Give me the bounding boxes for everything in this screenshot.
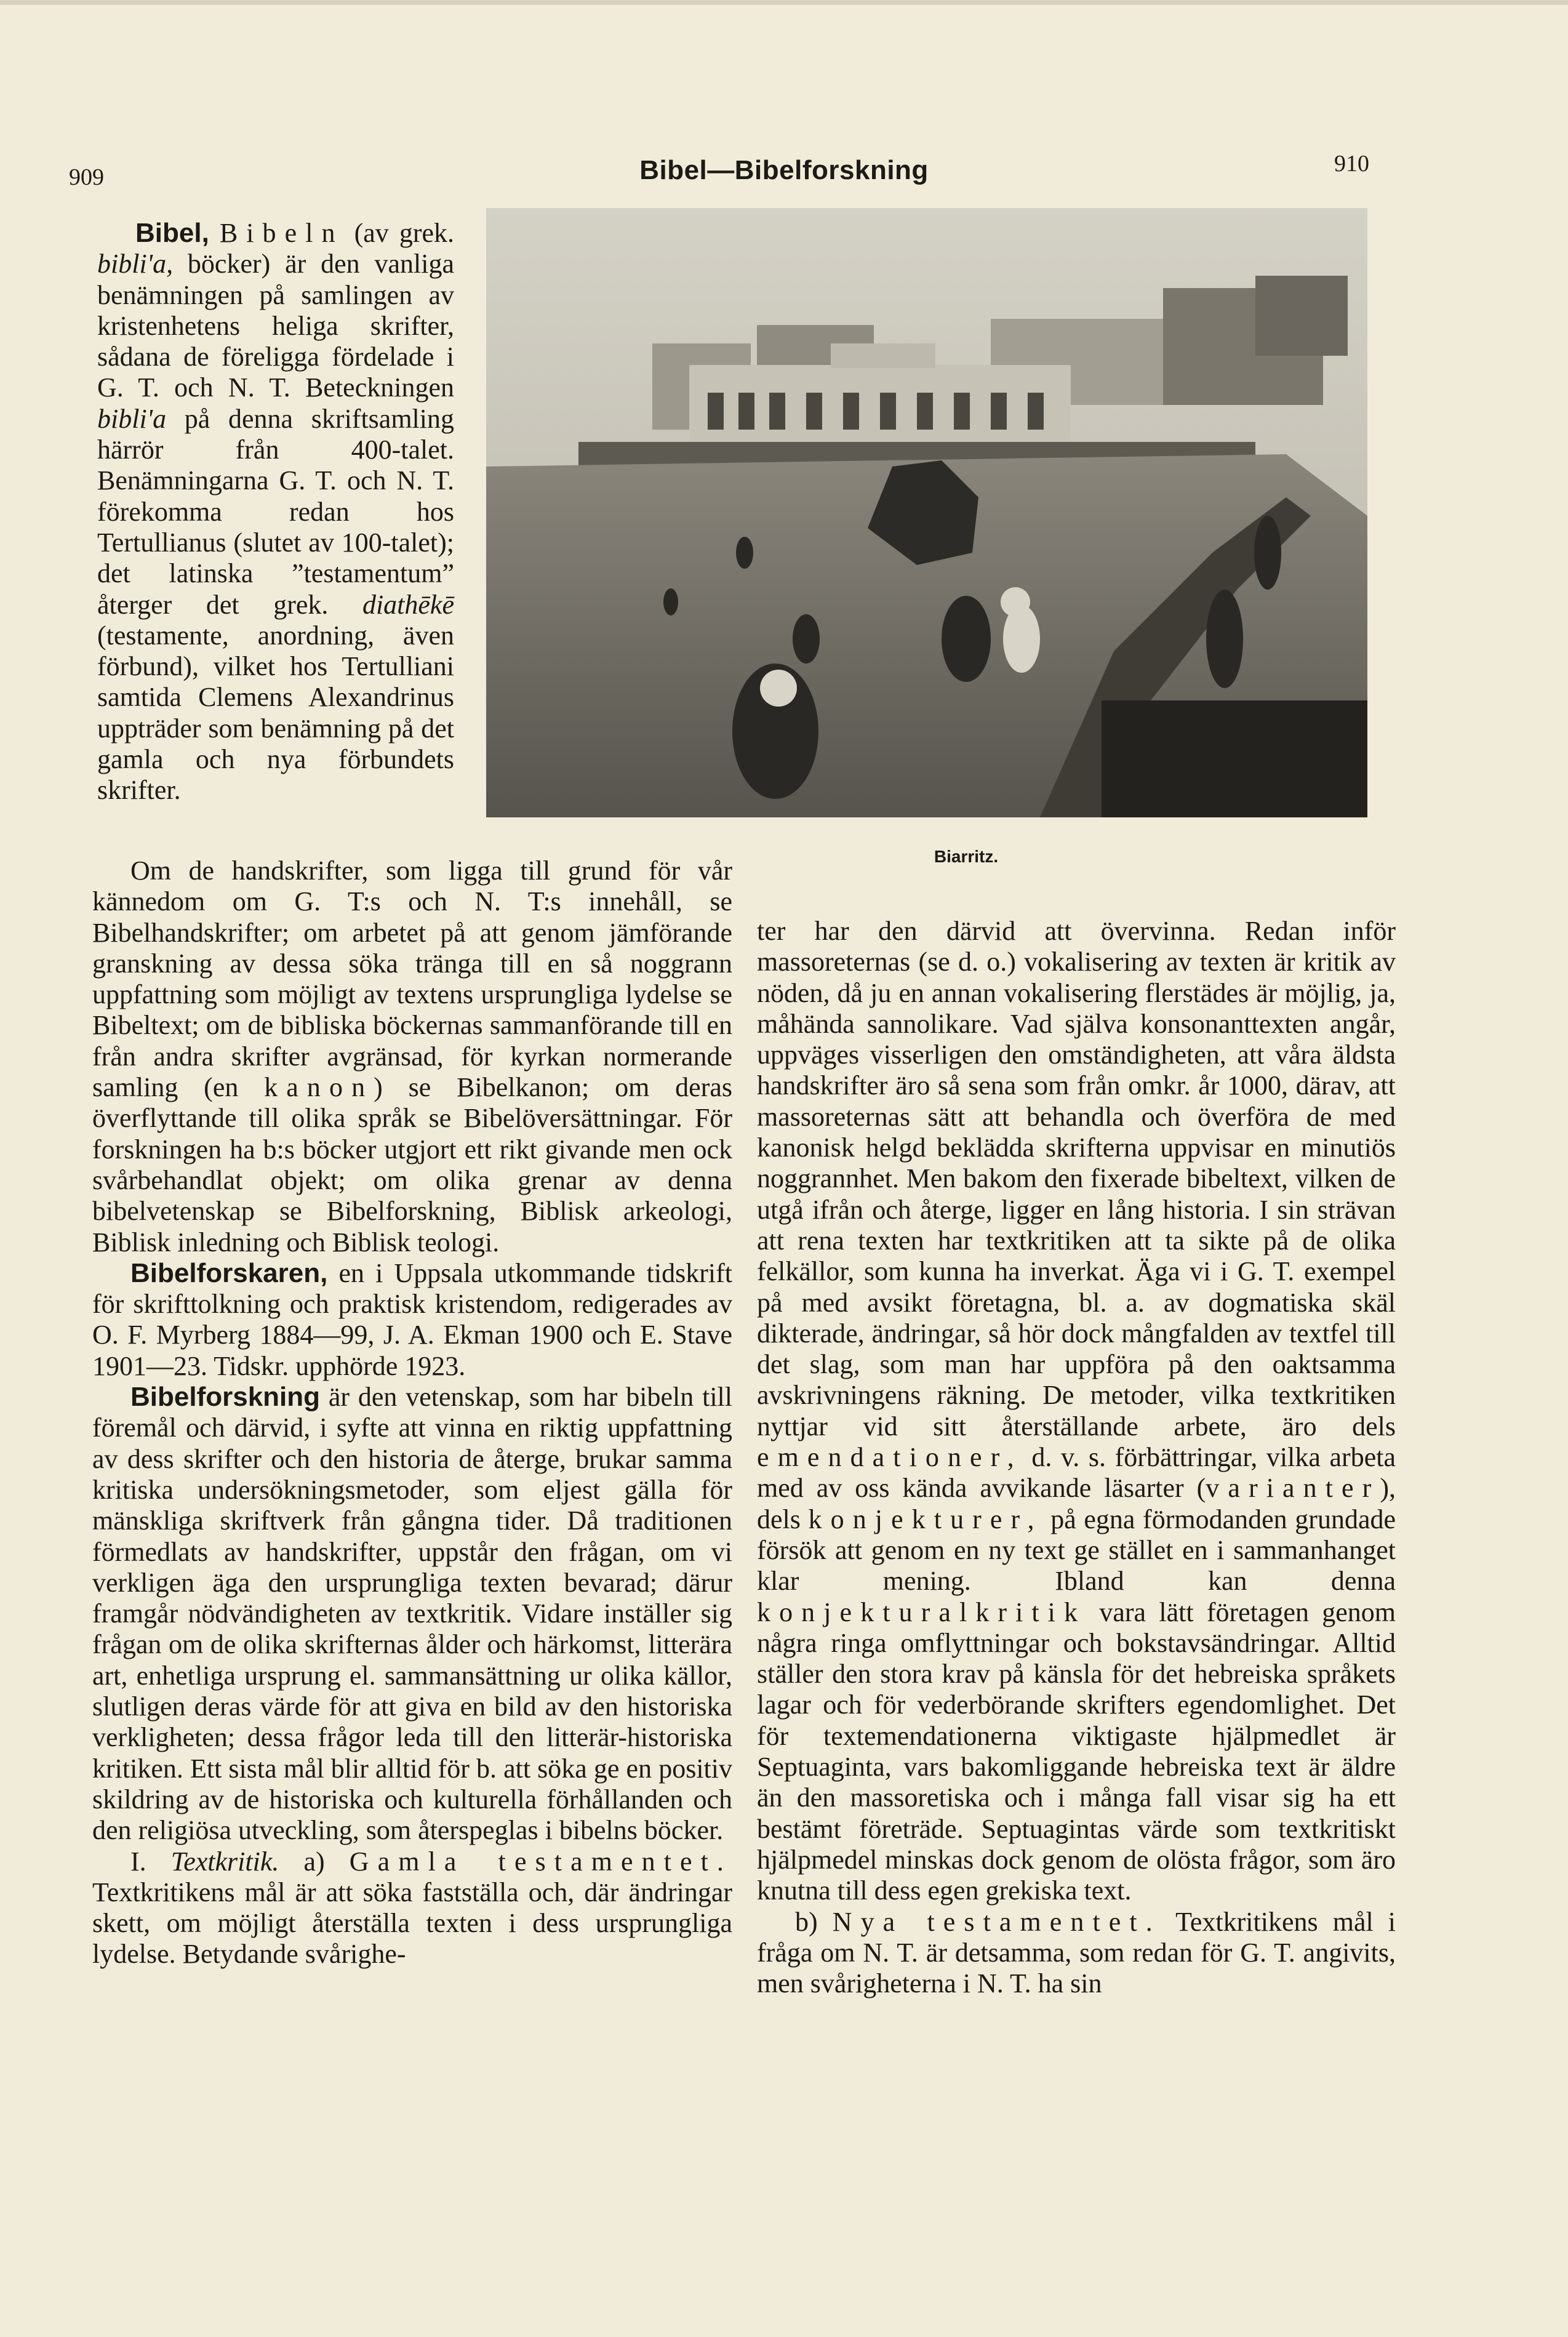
figure-caption: Biarritz. [934,847,999,866]
running-header-title: Bibel—Bibelforskning [639,155,929,185]
section-textkritik: I. Textkritik. a) Gamla testamentet. Textkritikens mål är att söka fastställa och, där ändringar skett, om möjligt återställa texten i dess ursprungliga lydelse. Betydande svårighe- [92,1846,733,1970]
left-column [92,856,732,1970]
right-column [757,916,1396,1999]
entry-bibelforskning: Bibelforskning är den vetenskap, som har bibeln till föremål och därvid, i syfte att vinna en riktig uppfattning av dess skrifter och den historia de återge, brukar samma kritiska undersökningsmetoder, som eljest gälla för mänskliga skriftverk från gångna tider. Då traditionen förmedlats av handskrifter, uppstår den frågan, om vi verkligen äga den ursprungliga texten bevarad; därur framgår nödvändigheten av textkritik. Vidare inställer sig frågan om de olika skrifternas ålder och härkomst, litterära art, enhetliga ursprung el. sammansättning ur olika källor, slutligen deras värde för att giva en bild av den historiska verkligheten; dessa frågor leda till den litterär-historiska kritiken. Ett sista mål blir alltid för b. att söka ge en positiv skildring av de historiska och kulturella förhållanden och den religiösa utveckling, som återspeglas i bibelns böcker. [92,1382,732,1846]
paragraph-om-handskrifter: Om de handskrifter, som ligga till grund för vår kännedom om G. T:s och N. T:s innehåll, se Bibelhandskrifter; om arbetet på att genom jämförande granskning av dessa söka tränga till en så noggrann uppfattning som möjligt av textens ursprungliga lydelse se Bibeltext; om de bibliska böckernas sammanförande till en från andra skrifter avgränsad, för kyrkan normerande samling (en kanon) se Bibelkanon; om deras överflyttande till olika språk se Bibelöversättningar. För forskningen ha b:s böcker utgjort ett rikt givande men ock svårbehandlat objekt; om olika grenar av denna bibelvetenskap se Bibelforskning, Biblisk arkeologi, Biblisk inledning och Biblisk teologi. [92,856,732,1257]
entry-heading-bibelforskaren: Bibelforskaren, [130,1257,328,1288]
page-top-edge [0,0,1568,5]
left-narrow-column [97,218,454,806]
entry-heading-bibelforskning: Bibelforskning [130,1382,321,1413]
page-number-right: 910 [1334,151,1369,177]
entry-heading-bibel: Bibel, [135,218,209,248]
entry-bibelforskaren: Bibelforskaren, en i Uppsala utkommande tidskrift för skrifttolkning och praktisk kristendom, redigerades av O. F. Myrberg 1884—99, J. A. Ekman 1900 och E. Stave 1901—23. Tidskr. upphörde 1923. [92,1257,732,1381]
entry-bibel: Bibel, Bibeln (av grek. bibli'a, böcker) är den vanliga benämningen på samlingen av kristenhetens heliga skrifter, sådana de föreligga fördelade i G. T. och N. T. Beteckningen bibli'a på denna skriftsamling härrör från 400-talet. Benämningarna G. T. och N. T. förekomma redan hos Tertullianus (slutet av 100-talet); det latinska ”testamentum” återger det grek. diathēkē (testamente, anordning, även förbund), vilket hos Tertulliani samtida Clemens Alexandrinus uppträder som benämning på det gamla och nya förbundets skrifter. [97,218,454,806]
biarritz-photo [486,208,1367,817]
page-number-left: 909 [69,164,104,190]
paragraph-gamla-testamentet-cont: ter har den därvid att övervinna. Redan inför massoreternas (se d. o.) vokalisering av texten är kritik av nöden, då ju en annan vokalisering flerstädes är möjlig, ja, måhända sannolikare. Vad själva konsonanttexten angår, uppväges visserligen den omständigheten, att våra äldsta handskrifter äro så sena som från omkr. år 1000, därav, att massoreternas sätt att behandla och överföra de med kanonisk helgd beklädda skrifterna uppvisar en minutiös noggrannhet. Men bakom den fixerade bibeltext, vilken de utgå ifrån och återge, ligger en lång historia. I sin strävan att rena texten har textkritiken att ta sikte på de olika felkällor, som kunna ha inverkat. Äga vi i G. T. exempel på med avsikt företagna, bl. a. av dogmatiska skäl dikterade, ändringar, så hör dock mångfalden av textfel till det slag, som man har uppföra på den oaktsamma avskrivningens räkning. De metoder, vilka textkritiken nyttjar vid sitt återställande arbete, äro dels emendationer, d. v. s. förbättringar, vilka arbeta med av oss kända avvikande läsarter (varianter), dels konjekturer, på egna förmodanden grundade försök att genom en ny text ge stället en i sammanhanget klar mening. Ibland kan denna konjekturalkritik vara lätt företagen genom några ringa omflyttningar och bokstavsändringar. Alltid ställer den stora krav på känsla för det hebreiska språkets lagar och för vederbörande skrifters egendomlighet. Det för textemendationerna viktigaste hjälpmedlet är Septuaginta, vars bakomliggande hebreiska text är äldre än den massoretiska och i många fall visar sig ha ett bestämt företräde. Septuagintas värde som textkritiskt hjälpmedel minskas dock genom de olösta frågor, som äro knutna till dess egen grekiska text. [757,916,1396,1906]
paragraph-nya-testamentet: b) Nya testamentet. Textkritikens mål i fråga om N. T. är detsamma, som redan för G. T. angivits, men svårigheterna i N. T. ha sin [757,1906,1396,1999]
